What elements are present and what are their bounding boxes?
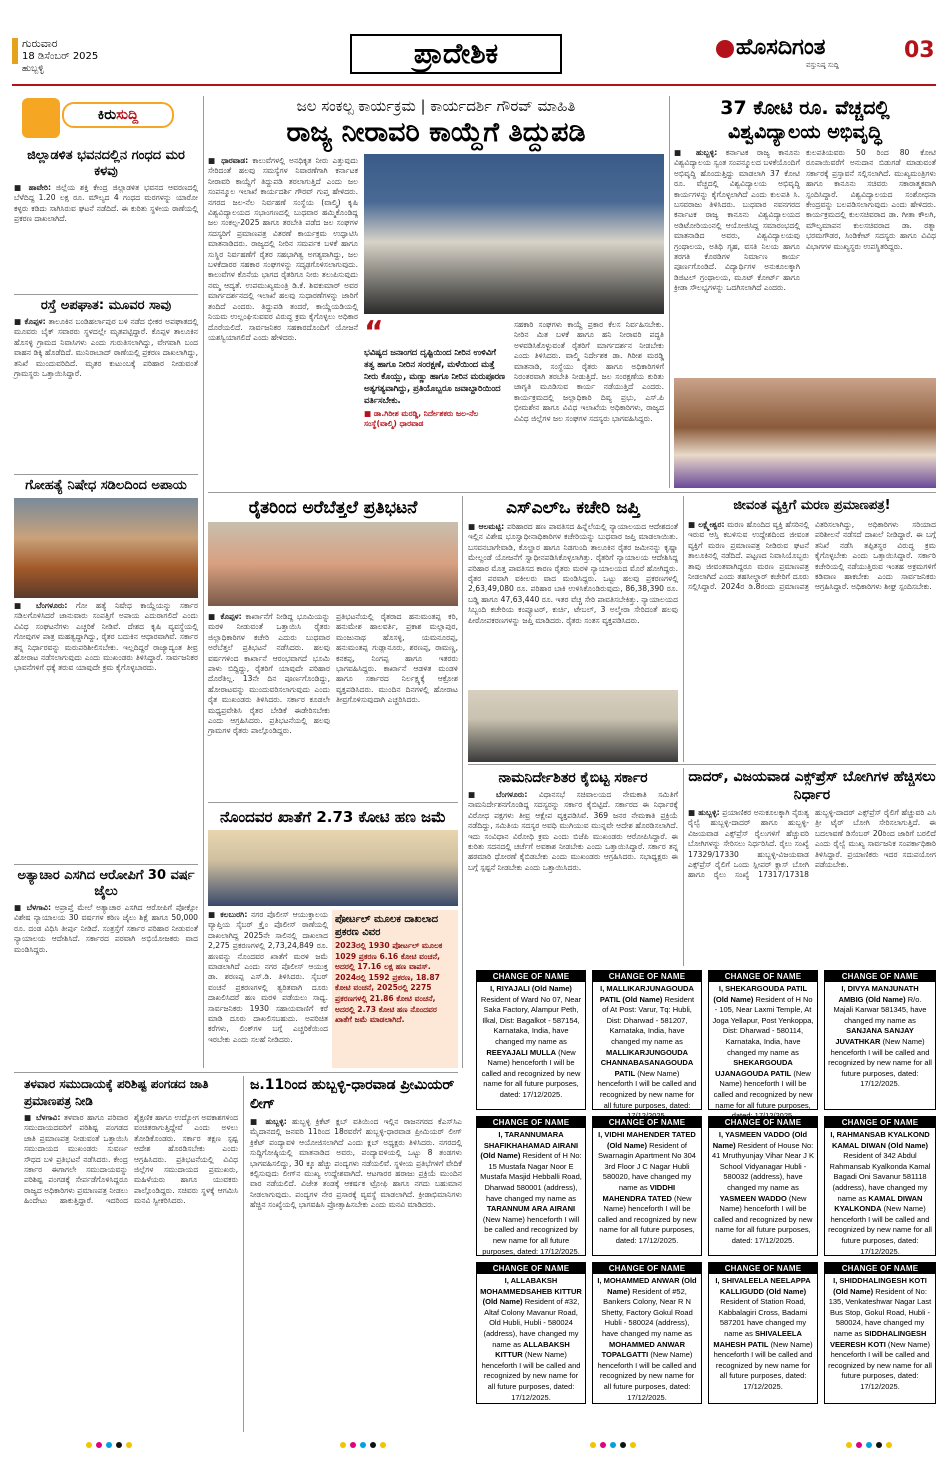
nodavara-text: ನಗರ ಪೊಲೀಸ್ ಆಯುಕ್ತಾಲಯ ವ್ಯಾಪ್ತಿಯ ಸೈಬರ್ ಕ್ರೈಂ ಪೊಲೀಸ್ ಠಾಣೆಯಲ್ಲಿ ದಾಖಲಾಗಿದ್ದ 2025ನೇ ಸಾಲಿನಲ್ಲಿ ದಾಖಲಾದ 2,275 ಪ್ರಕರಣಗಳಲ್ಲಿ 2,73,24,849 ರೂ. ಹಣವನ್ನು ನೊಂದವರ ಖಾತೆಗೆ ಮರಳಿ ಜಮೆ ಮಾಡಲಾಗಿದೆ ಎಂದು ನಗರ ಪೊಲೀಸ್ ಆಯುಕ್ತ ಡಾ. ಶರಣಪ್ಪ ಎಸ್.ಡಿ. ತಿಳಿಸಿದರು. ಸೈಬರ್ ವಂಚನೆ ಪ್ರಕರಣಗಳಲ್ಲಿ ತ್ವರಿತವಾಗಿ ದೂರು ದಾಖಲಿಸಿದರೆ ಹಣ ಮರಳಿ ಪಡೆಯಲು ಸಾಧ್ಯ. ಸಾರ್ವಜನಿಕರು 1930 ಸಹಾಯವಾಣಿಗೆ ಕರೆ ಮಾಡಿ ದೂರು ದಾಖಲಿಸಬಹುದು. ಅಪರಿಚಿತ ಕರೆಗಳು, ಲಿಂಕ್‌ಗಳ ಬಗ್ಗೆ ಎಚ್ಚರಿಕೆಯಿಂದ ಇರಬೇಕು ಎಂದು ಸಲಹೆ ನೀಡಿದರು. <box>208 910 328 1044</box>
lead-text: ಕಾಲುವೆಗಳಲ್ಲಿ ಅನಧಿಕೃತ ನೀರು ಎತ್ತುವುದು ಸೇರಿದಂತೆ ಹಲವು ಸಮಸ್ಯೆಗಳ ನಿವಾರಣೆಗಾಗಿ ಕರ್ನಾಟಕ ನೀರಾವರಿ ಕಾಯ್ದೆಗೆ ತಿದ್ದುಪಡಿ ತರಲಾಗುತ್ತಿದೆ ಎಂದು ಜಲ ಸಂಪನ್ಮೂಲ ಇಲಾಖೆ ಕಾರ್ಯದರ್ಶಿ ಗೌರವ್ ಗುಪ್ತ ಹೇಳಿದರು. ನಗರದ ಜಲ-ನೆಲ ನಿರ್ವಹಣೆ ಸಂಸ್ಥೆಯ (ವಾಲ್ಮಿ) ಕೃಷಿ ವಿಶ್ವವಿದ್ಯಾಲಯದ ಸಭಾಂಗಣದಲ್ಲಿ ಬುಧವಾರ ಹಮ್ಮಿಕೊಂಡಿದ್ದ ಜಲ ಸಂಕಲ್ಪ-2025 ಹಾಗೂ ತರಬೇತಿ ಪಡೆದ ಜಲ ಸಂಘಗಳ ಸದಸ್ಯರಿಗೆ ಪ್ರಮಾಣಪತ್ರ ವಿತರಣೆ ಕಾರ್ಯಕ್ರಮ ಉದ್ಘಾಟಿಸಿ ಮಾತನಾಡಿದರು. ರಾಜ್ಯದಲ್ಲಿ ನೀರಿನ ಸಮರ್ಪಕ ಬಳಕೆ ಹಾಗೂ ಸುಸ್ಥಿರ ನಿರ್ವಹಣೆಗೆ ರೈತರ ಸಹಭಾಗಿತ್ವ ಅಗತ್ಯವಾಗಿದ್ದು, ಜಲ ಬಳಕೆದಾರರ ಸಹಕಾರ ಸಂಘಗಳನ್ನು ಸದೃಢಗೊಳಿಸಲಾಗುವುದು. ಕಾಲುವೆಗಳ ಕೊನೆಯ ಭಾಗದ ರೈತರಿಗೂ ನೀರು ತಲುಪಿಸುವುದು ನಮ್ಮ ಆದ್ಯತೆ. ಉಪಮುಖ್ಯಮಂತ್ರಿ ಡಿ.ಕೆ. ಶಿವಕುಮಾರ್ ಅವರ ಮಾರ್ಗದರ್ಶನದಲ್ಲಿ ಇಲಾಖೆ ಹಲವು ಸುಧಾರಣೆಗಳನ್ನು ಜಾರಿಗೆ ತಂದಿದೆ ಎಂದರು. ತಿದ್ದುಪಡಿ ತಂದರೆ, ಕಾಯ್ದೆಯಡಿಯಲ್ಲಿ ನಿಯಮ ಉಲ್ಲಂಘಿಸುವವರ ವಿರುದ್ಧ ಕ್ರಮ ಕೈಗೊಳ್ಳಲು ಅಧಿಕಾರ ದೊರೆಯಲಿದೆ. ಸಾರ್ವಜನಿಕರ ಸಹಕಾರದೊಂದಿಗೆ ಯೋಜನೆ ಯಶಸ್ವಿಯಾಗಲಿದೆ ಎಂದು ಹೇಳಿದರು. <box>208 156 358 342</box>
lead-quote-box <box>364 315 508 486</box>
lead-quote: ಭವಿಷ್ಯದ ಜನಾಂಗದ ದೃಷ್ಟಿಯಿಂದ ನೀರಿನ ಉಳಿವಿಗೆ ತತ್ವ ಹಾಗೂ ನೀರಿನ ಸಂರಕ್ಷಣೆ, ಮಳೆಯಿಂದ ಮತ್ತೆ ನೀರು ಕೊಯ್ಲು, ಮಣ್ಣು ಹಾಗೂ ನೀರಿನ ಮರುಪೂರಣ ಅತ್ಯಗತ್ಯವಾಗಿದ್ದು, ಪ್ರತಿಯೊಬ್ಬರೂ ಜವಾಬ್ದಾರಿಯಿಂದ ವರ್ತಿಸಬೇಕು. <box>364 347 505 405</box>
brief-divider <box>14 294 198 295</box>
header-day: ಗುರುವಾರ <box>22 37 58 50</box>
talavar-body <box>24 1113 238 1431</box>
brief-body <box>14 183 198 291</box>
univ-story <box>674 96 936 488</box>
header-city: ಹುಬ್ಬಳ್ಳಿ <box>22 64 44 74</box>
masthead <box>0 0 945 92</box>
dadar-headline: ದಾದರ್, ವಿಜಯವಾಡ ಎಕ್ಸ್‌ಪ್ರೆಸ್ ಬೋಗಿಗಳ ಹೆಚ್ಚಿಸಲು ನಿರ್ಧಾರ <box>688 769 936 803</box>
nominated-story <box>468 768 678 966</box>
registration-marks <box>86 1442 132 1448</box>
dadar-story <box>688 768 936 966</box>
notice-title: CHANGE OF NAME <box>709 1263 817 1274</box>
notice-title: CHANGE OF NAME <box>477 971 585 982</box>
talavar-dateline: ■ ಬೆಳಗಾವಿ: <box>24 1113 61 1122</box>
nominated-headline: ನಾಮನಿರ್ದೇಶಿತರ ಕೈಬಿಟ್ಟ ಸರ್ಕಾರ <box>498 770 648 786</box>
raitha-dateline: ■ ಕೊಪ್ಪಳ: <box>208 612 242 621</box>
kirusuddi-label-a: ಕಿರು <box>97 107 117 123</box>
nodavara-photo <box>208 830 458 906</box>
univ-dateline: ■ ಹುಬ್ಬಳ್ಳಿ: <box>674 148 718 157</box>
lead-photo <box>364 154 664 314</box>
sll-story <box>468 496 678 762</box>
page-number: 03 <box>904 38 935 63</box>
univ-body <box>674 148 800 372</box>
notice-body: I, SHEKARGOUDA PATIL (Old Name) Resident of H No - 105, Near Laxmi Temple, At Joga Yellapur, Post Yenkoppa, Dist: Dharwad - 580114, Karnataka, India, have changed my name as SHEKARGOUDA UJANAGOUDA PATIL (New Name) henceforth I will be called and recognized by new name for all future purposes, <box>712 984 814 1110</box>
brief-title: ಗೋಹತ್ಯೆ ನಿಷೇಧ ಸಡಿಲದಿಂದ ಅಪಾಯ <box>25 478 187 493</box>
brief-text: ಜಿಲ್ಲೆಯ ಶಕ್ತಿ ಕೇಂದ್ರ ಜಿಲ್ಲಾಡಳಿತ ಭವನದ ಆವರಣದಲ್ಲಿ ಬೆಳೆದಿದ್ದ 1.20 ಲಕ್ಷ ರೂ. ಮೌಲ್ಯದ 4 ಗಂಧದ ಮರಗಳನ್ನು ಯಾರೋ ಕಳ್ಳರು ಕಡಿದು ಸಾಗಿಸಿರುವ ಘಟನೆ ನಡೆದಿದೆ. ಈ ಕುರಿತು ಸ್ಥಳೀಯ ಠಾಣೆಯಲ್ಲಿ ಪ್ರಕರಣ ದಾಖಲಾಗಿದೆ. <box>14 183 198 224</box>
sll-text: ಪರಿಹಾರದ ಹಣ ಪಾವತಿಸದ ಹಿನ್ನೆಲೆಯಲ್ಲಿ ನ್ಯಾಯಾಲಯದ ಆದೇಶದಂತೆ ಇಲ್ಲಿನ ವಿಶೇಷ ಭೂಸ್ವಾಧೀನಾಧಿಕಾರಿಗಳ ಕಚೇರಿಯನ್ನು ಬುಧವಾರ ಜಪ್ತಿ ಮಾಡಲಾಯಿತು. ಬಸವನಬಾಗೇವಾಡಿ, ಕೊಲ್ಹಾರ ಹಾಗೂ ನಿಡಗುಂದಿ ತಾಲೂಕಿನ ರೈತರ ಜಮೀನನ್ನು ಕೃಷ್ಣಾ ಮೇಲ್ದಂಡೆ ಯೋಜನೆಗೆ ಸ್ವಾಧೀನಪಡಿಸಿಕೊಳ್ಳಲಾಗಿತ್ತು. ರೈತರಿಗೆ ನ್ಯಾಯಾಲಯ ಆದೇಶಿಸಿದ್ದ ಪರಿಹಾರ ಮೊತ್ತ ಪಾವತಿಸದ ಕಾರಣ ರೈತರು ಮರಳಿ ನ್ಯಾಯಾಲಯದ ಮೊರೆ ಹೋಗಿದ್ದರು. ರೈತರ ಪರವಾಗಿ ವಕೀಲರು ವಾದ ಮಂಡಿಸಿದ್ದರು. ಒಟ್ಟು ಹಲವು ಪ್ರಕರಣಗಳಲ್ಲಿ 2,63,49,080 ರೂ. ಪರಿಹಾರ ಬಾಕಿ ಉಳಿಸಿಕೊಂಡಿರುವುದು, 86,38,390 ರೂ. ಬಡ್ಡಿ ಹಾಗೂ 47,63,440 ರೂ. ಇತರ ವೆಚ್ಚ ಸೇರಿ ಪಾವತಿಸಬೇಕಿತ್ತು. ನ್ಯಾಯಾಲಯದ ಸಿಬ್ಬಂದಿ ಕಚೇರಿಯ ಕಂಪ್ಯೂಟರ್, ಕುರ್ಚಿ, ಟೇಬಲ್, 3 ಅಲ್ಮೇರಾ ಸೇರಿದಂತೆ ಹಲವು ಪೀಠೋಪಕರಣಗಳನ್ನು ಜಪ್ತಿ ಮಾಡಿದರು. ರೈತರು ಸಂತಸ ವ್ಯಕ್ತಪಡಿಸಿದರು. <box>468 522 679 625</box>
notice-title: CHANGE OF NAME <box>593 1263 701 1274</box>
kirusuddi-hand-icon <box>22 98 60 138</box>
column-divider <box>462 496 463 1068</box>
lead-story <box>208 96 664 488</box>
notice-body: I, RIYAJALI (Old Name) Resident of Ward No 07, Near Saka Factory, Alampur Peth, Ilkal, Dist: Bagalkot - 587154, Karnataka, India, have changed my name as REEYAJALI MULLA (New Name) henceforth I will be called and recognized by new name for all future purposes, dated: 17/12/2025. <box>480 984 582 1099</box>
sll-body <box>468 522 678 686</box>
raitha-body-2: ಪ್ರತಿಭಟನೆಯಲ್ಲಿ ರೈತರಾದ ಹನುಮಂತಪ್ಪ ಕರಿ, ಹನುಮೇಶ ಹಾಲವರ್ತಿ, ಪ್ರಕಾಶ ಮಲ್ಲಾಪುರ, ಮಂಜುನಾಥ ಹೊಸಳ್ಳಿ, ಯಮನೂರಪ್ಪ, ಹನುಮಂತಪ್ಪ ಗುಡ್ಲಾನೂರು, ಶರಣಪ್ಪ, ರಾಮಣ್ಣ, ಕನಕಪ್ಪ, ನಿಂಗಪ್ಪ ಹಾಗೂ ಇತರರು ಭಾಗವಹಿಸಿದ್ದರು. ಕಾರ್ಖಾನೆ ಆಡಳಿತ ಮಂಡಳಿ ಹಾಗೂ ಸರ್ಕಾರದ ನಿರ್ಲಕ್ಷ್ಯಕ್ಕೆ ಆಕ್ರೋಶ ವ್ಯಕ್ತಪಡಿಸಿದರು. ಮುಂದಿನ ದಿನಗಳಲ್ಲಿ ಹೋರಾಟ ತೀವ್ರಗೊಳಿಸುವುದಾಗಿ ಎಚ್ಚರಿಸಿದರು. <box>336 612 458 705</box>
portal-box <box>332 910 458 1068</box>
notice-title: CHANGE OF NAME <box>825 971 935 982</box>
raitha-text: ಕಾರ್ಖಾನೆಗೆ ನೀಡಿದ್ದ ಭೂಮಿಯನ್ನು ಮರಳಿ ನೀಡುವಂತೆ ಒತ್ತಾಯಿಸಿ ರೈತರು ಜಿಲ್ಲಾಧಿಕಾರಿಗಳ ಕಚೇರಿ ಎದುರು ಬುಧವಾರ ಅರೆಬೆತ್ತಲೆ ಪ್ರತಿಭಟನೆ ನಡೆಸಿದರು. ಹಲವು ವರ್ಷಗಳಿಂದ ಕಾರ್ಖಾನೆ ಆರಂಭವಾಗದೆ ಭೂಮಿ ಪಾಳು ಬಿದ್ದಿದ್ದು, ರೈತರಿಗೆ ಯಾವುದೇ ಪರಿಹಾರ ದೊರೆತಿಲ್ಲ. 13ನೇ ದಿನ ಪೂರ್ಣಗೊಂಡಿದ್ದು, ಹೋರಾಟವನ್ನು ಮುಂದುವರಿಸಲಾಗುವುದು ಎಂದು ರೈತ ಮುಖಂಡರು ತಿಳಿಸಿದರು. ಸರ್ಕಾರ ಕೂಡಲೇ ಮಧ್ಯಪ್ರವೇಶಿಸಿ ರೈತರ ಬೇಡಿಕೆ ಈಡೇರಿಸಬೇಕು ಎಂದು ಆಗ್ರಹಿಸಿದರು. ಪ್ರತಿಭಟನೆಯಲ್ಲಿ ಹಲವು ಗ್ರಾಮಗಳ ರೈತರು ಪಾಲ್ಗೊಂಡಿದ್ದರು. <box>208 612 330 736</box>
quote-mark-icon: “ <box>364 315 384 350</box>
name-change-notice <box>476 1116 586 1256</box>
lead-headline: ರಾಜ್ಯ ನೀರಾವರಿ ಕಾಯ್ದೆಗೆ ತಿದ್ದುಪಡಿ <box>286 117 586 148</box>
brief-text: ತಾಲೂಕಿನ ಬಂಡಿಹರ್ಲಾಪುರ ಬಳಿ ನಡೆದ ಭೀಕರ ಅಪಘಾತದಲ್ಲಿ ಮೂವರು ಬೈಕ್ ಸವಾರರು ಸ್ಥಳದಲ್ಲೇ ಮೃತಪಟ್ಟಿದ್ದಾರೆ. ಕೊಪ್ಪಳ ತಾಲೂಕಿನ ಹೊಸಳ್ಳಿ ಗ್ರಾಮದ ನಿವಾಸಿಗಳು ಎಂದು ಗುರುತಿಸಲಾಗಿದ್ದು, ವೇಗವಾಗಿ ಬಂದ ವಾಹನ ಡಿಕ್ಕಿ ಹೊಡೆದಿದೆ. ಮುನಿರಾಬಾದ್ ಠಾಣೆಯಲ್ಲಿ ಪ್ರಕರಣ ದಾಖಲಾಗಿದ್ದು, ತನಿಖೆ ಮುಂದುವರಿದಿದೆ. ಮೃತರ ಕುಟುಂಬಕ್ಕೆ ಪರಿಹಾರ ನೀಡುವಂತೆ ಗ್ರಾಮಸ್ಥರು ಒತ್ತಾಯಿಸಿದ್ದಾರೆ. <box>14 317 198 379</box>
brief-dateline: ■ ಕೊಪ್ಪಳ: <box>14 317 46 326</box>
brand-name: ಹೊಸದಿಗಂತ <box>736 35 826 60</box>
name-change-notice <box>824 1116 936 1256</box>
notice-title: CHANGE OF NAME <box>709 971 817 982</box>
nominated-body <box>468 790 678 966</box>
notice-body: I, SHIVALEELA NEELAPPA KALLIGUDD (Old Name) Resident of Station Road, Kabbalagiri Cross, Badami 587201 have changed my name as SHIVALEELA MAHESH PATIL (New Name) henceforth I will be called and recognized by new name for all future purposes, dated: 17/12/2025. <box>713 1276 813 1391</box>
notice-body: I, TARANNUMARA SHAFIKHAHAMAD AIRANI (Old Name) Resident of H No: 15 Mustafa Nagar Noor E Mustafa Masjid Hebballi Road, Dharwad 580001 (address), have changed my name as TARANNUM ARA AIRANI (New Name) henceforth I will be called and recognized by new name for all future purposes, dated: 17/12/2025. <box>480 1130 582 1256</box>
notice-title: CHANGE OF NAME <box>477 1117 585 1128</box>
univ-photo <box>674 378 936 488</box>
kirusuddi-label-b: ಸುದ್ದಿ <box>116 107 139 123</box>
brief-title: ರಸ್ತೆ ಅಪಘಾತ: ಮೂವರ ಸಾವು <box>40 298 172 313</box>
kirusuddi-label-box <box>62 102 174 128</box>
premier-dateline: ■ ಹುಬ್ಬಳ್ಳಿ: <box>250 1117 287 1126</box>
column-divider <box>669 96 670 488</box>
raitha-photo <box>208 522 458 606</box>
lead-kicker: ಜಲ ಸಂಕಲ್ಪ ಕಾರ್ಯಕ್ರಮ | ಕಾರ್ಯದರ್ಶಿ ಗೌರವ್ ಮಾಹಿತಿ <box>296 97 576 115</box>
column-divider <box>683 496 684 762</box>
section-title-box <box>350 34 562 74</box>
column-divider <box>683 768 684 966</box>
name-change-notice <box>824 1262 936 1404</box>
notice-title: CHANGE OF NAME <box>593 1117 701 1128</box>
sll-dateline: ■ ಆಲಮಟ್ಟಿ: <box>468 522 505 531</box>
brief-photo-protest <box>14 498 198 598</box>
name-change-notice <box>476 1262 586 1404</box>
dadar-text: ಪ್ರಯಾಣಿಕರ ಅನುಕೂಲಕ್ಕಾಗಿ ನೈರುತ್ಯ ರೈಲ್ವೆ ಹುಬ್ಬಳ್ಳಿ-ದಾದರ್ ಹಾಗೂ ಹುಬ್ಬಳ್ಳಿ-ವಿಜಯವಾಡ ಎಕ್ಸ್‌ಪ್ರೆಸ್ ರೈಲುಗಳಿಗೆ ಹೆಚ್ಚುವರಿ ಬೋಗಿಗಳನ್ನು ಸೇರಿಸಲು ನಿರ್ಧರಿಸಿದೆ. ರೈಲು ಸಂಖ್ಯೆ 17329/17330 ಹುಬ್ಬಳ್ಳಿ-ವಿಜಯವಾಡ ಎಕ್ಸ್‌ಪ್ರೆಸ್ ರೈಲಿಗೆ ಒಂದು ಸ್ಲೀಪರ್ ಕ್ಲಾಸ್ ಬೋಗಿ ಹಾಗೂ ರೈಲು ಸಂಖ್ಯೆ 17317/17318 ಹುಬ್ಬಳ್ಳಿ-ದಾದರ್ ಎಕ್ಸ್‌ಪ್ರೆಸ್ ರೈಲಿಗೆ ಹೆಚ್ಚುವರಿ ಎಸಿ ತ್ರೀ ಟೈರ್ ಬೋಗಿ ಸೇರಿಸಲಾಗುತ್ತಿದೆ. ಈ ಬದಲಾವಣೆ ಡಿಸೆಂಬರ್ 20ರಿಂದ ಜಾರಿಗೆ ಬರಲಿದೆ ಎಂದು ರೈಲ್ವೆ ಮುಖ್ಯ ಸಾರ್ವಜನಿಕ ಸಂಪರ್ಕಾಧಿಕಾರಿ ತಿಳಿಸಿದ್ದಾರೆ. ಪ್ರಯಾಣಿಕರು ಇದರ ಸದುಪಯೋಗ ಪಡೆಯಬೇಕು. <box>688 808 936 880</box>
brand-logo-icon <box>716 40 734 58</box>
nominated-text: ವಿಧಾನಸಭೆ ಸಚಿವಾಲಯದ ನೇಮಕಾತಿ ಸಮಿತಿಗೆ ನಾಮನಿರ್ದೇಶನಗೊಂಡಿದ್ದ ಸದಸ್ಯರನ್ನು ಸರ್ಕಾರ ಕೈಬಿಟ್ಟಿದೆ. ಸರ್ಕಾರದ ಈ ನಿರ್ಧಾರಕ್ಕೆ ವಿರೋಧ ಪಕ್ಷಗಳು ತೀವ್ರ ಆಕ್ಷೇಪ ವ್ಯಕ್ತಪಡಿಸಿವೆ. 369 ಜನರ ನೇಮಕಾತಿ ಪ್ರಕ್ರಿಯೆ ನಡೆದಿದ್ದು, ಸಮಿತಿಯ ಸದಸ್ಯರ ಅವಧಿ ಮುಗಿಯುವ ಮುನ್ನವೇ ಆದೇಶ ಹೊರಡಿಸಲಾಗಿದೆ. ಇದು ಸಂವಿಧಾನ ವಿರೋಧಿ ಕ್ರಮ ಎಂದು ಬಿಜೆಪಿ ಮುಖಂಡರು ಆರೋಪಿಸಿದ್ದಾರೆ. ಈ ಕುರಿತು ಸದನದಲ್ಲಿ ಚರ್ಚೆಗೆ ಅವಕಾಶ ನೀಡಬೇಕು ಎಂದು ಒತ್ತಾಯಿಸಿದ್ದಾರೆ. ಸರ್ಕಾರ ತನ್ನ ಹಠಮಾರಿ ಧೋರಣೆ ಕೈಬಿಡಬೇಕು ಎಂದು ಮುಖಂಡರು ಆಗ್ರಹಿಸಿದರು. ಸಭಾಧ್ಯಕ್ಷರು ಈ ಬಗ್ಗೆ ಸ್ಪಷ್ಟನೆ ನೀಡಬೇಕು ಎಂದು ಒತ್ತಾಯಿಸಿದರು. <box>468 790 679 872</box>
notice-body: I, VIDHI MAHENDER TATED (Old Name) Resident of Swarnagin Apartment No 304 3rd Floor J C Nagar Hubli 580020, have changed my name as VIDDHI MAHENDRA TATED (New Name) henceforth I will be called and recognized by new name for all future purposes, dated: 17/12/2025. <box>597 1130 697 1245</box>
header-rule <box>12 84 936 86</box>
univ-headline: 37 ಕೋಟಿ ರೂ. ವೆಚ್ಚದಲ್ಲಿ ವಿಶ್ವವಿದ್ಯಾಲಯ ಅಭಿವೃದ್ಧಿ <box>720 97 890 143</box>
registration-marks <box>846 1442 892 1448</box>
section-divider <box>468 764 936 765</box>
notice-title: CHANGE OF NAME <box>825 1117 935 1128</box>
notice-body: I, YASMEEN VADDO (Old Name) Resident of House No: 41 Mruthyunjay Vihar Near J K School Vidyanagar Hubli - 580032 (address), have changed my name as YASMEEN WADDO (New Name) henceforth I will be called and recognized by new name for all future purposes, dated: 17/12/2025. <box>712 1130 814 1245</box>
brief-dateline: ■ ಹಾವೇರಿ: <box>14 183 52 192</box>
section-divider <box>208 802 458 803</box>
premier-story <box>250 1076 462 1432</box>
sll-headline: ಎಸ್‌ಎಲ್‌ಒ ಕಚೇರಿ ಜಪ್ತಿ <box>506 498 640 518</box>
raitha-headline: ರೈತರಿಂದ ಅರೆಬೆತ್ತಲೆ ಪ್ರತಿಭಟನೆ <box>248 498 418 518</box>
lead-dateline: ■ ಧಾರವಾಡ: <box>208 156 249 165</box>
brief-text: ಅಪ್ರಾಪ್ತೆ ಮೇಲೆ ಅತ್ಯಾಚಾರ ಎಸಗಿದ ಆರೋಪಿಗೆ ಪೋಕ್ಸೋ ವಿಶೇಷ ನ್ಯಾಯಾಲಯ 30 ವರ್ಷಗಳ ಕಠಿಣ ಜೈಲು ಶಿಕ್ಷೆ ಹಾಗೂ 50,000 ರೂ. ದಂಡ ವಿಧಿಸಿ ತೀರ್ಪು ನೀಡಿದೆ. ಸಂತ್ರಸ್ತೆಗೆ ಸರ್ಕಾರ ಪರಿಹಾರ ನೀಡುವಂತೆ ನ್ಯಾಯಾಲಯ ಆದೇಶಿಸಿದೆ. ಸರ್ಕಾರದ ಪರವಾಗಿ ಅಭಿಯೋಜಕರು ವಾದ ಮಂಡಿಸಿದ್ದರು. <box>14 903 198 954</box>
name-change-notice <box>708 1262 818 1404</box>
registration-marks <box>590 1442 636 1448</box>
section-divider <box>208 492 936 493</box>
jeevanta-text: ಮರಣ ಹೊಂದಿದ ವ್ಯಕ್ತಿ ಹೆಸರಿನಲ್ಲಿ ಇರುವ ಆಸ್ತಿ ಕಬಳಿಸುವ ಉದ್ದೇಶದಿಂದ ಜೀವಂತ ವ್ಯಕ್ತಿಗೆ ಮರಣ ಪ್ರಮಾಣಪತ್ರ ನೀಡಿರುವ ಘಟನೆ ತಾಲೂಕಿನಲ್ಲಿ ನಡೆದಿದೆ. ಪಟ್ಟಣದ ನಿವಾಸಿಯೊಬ್ಬರು ತಾವು ಜೀವಂತವಾಗಿದ್ದರೂ ಮರಣ ಪ್ರಮಾಣಪತ್ರ ನೀಡಲಾಗಿದೆ ಎಂದು ತಹಸೀಲ್ದಾರ್ ಕಚೇರಿಗೆ ದೂರು ಸಲ್ಲಿಸಿದ್ದಾರೆ. 2024ರ ಡಿ.8ರಂದು ಪ್ರಮಾಣಪತ್ರ ವಿತರಿಸಲಾಗಿದ್ದು, ಅಧಿಕಾರಿಗಳು ಸರಿಯಾದ ಪರಿಶೀಲನೆ ನಡೆಸದೆ ದಾಖಲೆ ನೀಡಿದ್ದಾರೆ. ಈ ಬಗ್ಗೆ ತನಿಖೆ ನಡೆಸಿ ತಪ್ಪಿತಸ್ಥರ ವಿರುದ್ಧ ಕ್ರಮ ಕೈಗೊಳ್ಳಬೇಕು ಎಂದು ಒತ್ತಾಯಿಸಿದ್ದಾರೆ. ಸರ್ಕಾರಿ ಕಚೇರಿಯಲ್ಲಿ ನಡೆಯುತ್ತಿರುವ ಇಂತಹ ಅಕ್ರಮಗಳಿಗೆ ಕಡಿವಾಣ ಹಾಕಬೇಕು ಎಂದು ಸಾರ್ವಜನಿಕರು ಆಗ್ರಹಿಸಿದ್ದಾರೆ. ಅಧಿಕಾರಿಗಳು ಶೀಘ್ರ ಸ್ಪಂದಿಸಬೇಕು. <box>688 520 936 592</box>
notices-grid <box>476 970 936 1430</box>
talavar-story <box>24 1076 238 1432</box>
name-change-notice <box>592 1116 702 1256</box>
lead-quote-by: ■ ಡಾ.ಗಿರೀಶ ಮರಡ್ಡಿ, ನಿರ್ದೇಶಕರು ಜಲ-ನೆಲ ಸಂಸ್ಥೆ(ವಾಲ್ಮಿ) ಧಾರವಾಡ <box>364 409 479 428</box>
portal-title: ಪೋರ್ಟಲ್ ಮೂಲಕ ದಾಖಲಾದ ಪ್ರಕರಣ ವಿವರ <box>335 914 439 938</box>
brief-item <box>14 478 198 861</box>
nominated-dateline: ■ ಬೆಂಗಳೂರು: <box>468 790 528 799</box>
name-change-notice <box>592 1262 702 1404</box>
name-change-notice <box>708 970 818 1110</box>
name-change-notice <box>824 970 936 1110</box>
column-divider <box>203 96 204 1068</box>
brand-block <box>706 34 936 78</box>
brief-body <box>14 317 198 471</box>
name-change-notice <box>592 970 702 1110</box>
brief-body <box>14 903 198 1079</box>
brief-item <box>14 868 198 1079</box>
jeevanta-dateline: ■ ಲಕ್ಷ್ಮೇಶ್ವರ: <box>688 520 725 529</box>
notice-title: CHANGE OF NAME <box>709 1117 817 1128</box>
premier-headline: ಜ.11ರಿಂದ ಹುಬ್ಬಳ್ಳಿ-ಧಾರವಾಡ ಪ್ರೀಮಿಯರ್ ಲೀಗ್ <box>250 1077 455 1112</box>
jeevanta-body <box>688 520 936 762</box>
column-divider <box>243 1076 244 1432</box>
dadar-dateline: ■ ಹುಬ್ಬಳ್ಳಿ: <box>688 808 720 817</box>
notice-title: CHANGE OF NAME <box>477 1263 585 1274</box>
talavar-text: ತಳವಾರ ಹಾಗೂ ಪರಿವಾರ ಸಮುದಾಯದವರಿಗೆ ಪರಿಶಿಷ್ಟ ಪಂಗಡದ ಜಾತಿ ಪ್ರಮಾಣಪತ್ರ ನೀಡುವಂತೆ ಒತ್ತಾಯಿಸಿ ಸಮುದಾಯದ ಮುಖಂಡರು ಸುವರ್ಣ ಸೌಧದ ಬಳಿ ಪ್ರತಿಭಟನೆ ನಡೆಸಿದರು. ಕೇಂದ್ರ ಸರ್ಕಾರ ಈಗಾಗಲೇ ಸಮುದಾಯವನ್ನು ಪರಿಶಿಷ್ಟ ಪಂಗಡಕ್ಕೆ ಸೇರ್ಪಡೆಗೊಳಿಸಿದ್ದರೂ ರಾಜ್ಯದ ಅಧಿಕಾರಿಗಳು ಪ್ರಮಾಣಪತ್ರ ನೀಡಲು ಹಿಂದೇಟು ಹಾಕುತ್ತಿದ್ದಾರೆ. ಇದರಿಂದ ಶೈಕ್ಷಣಿಕ ಹಾಗೂ ಉದ್ಯೋಗ ಅವಕಾಶಗಳಿಂದ ವಂಚಿತರಾಗುತ್ತಿದ್ದೇವೆ ಎಂದು ಅಳಲು ತೋಡಿಕೊಂಡರು. ಸರ್ಕಾರ ತಕ್ಷಣ ಸ್ಪಷ್ಟ ಆದೇಶ ಹೊರಡಿಸಬೇಕು ಎಂದು ಆಗ್ರಹಿಸಿದರು. ಪ್ರತಿಭಟನೆಯಲ್ಲಿ ವಿವಿಧ ಜಿಲ್ಲೆಗಳ ಸಮುದಾಯದ ಪ್ರಮುಖರು, ಮಹಿಳೆಯರು ಹಾಗೂ ಯುವಕರು ಪಾಲ್ಗೊಂಡಿದ್ದರು. ಸಚಿವರು ಸ್ಥಳಕ್ಕೆ ಆಗಮಿಸಿ ಮನವಿ ಸ್ವೀಕರಿಸಿದರು. <box>24 1113 238 1206</box>
sll-photo <box>468 690 678 762</box>
name-change-notice <box>708 1116 818 1256</box>
lead-body <box>208 156 358 486</box>
notice-body: I, ALLABAKSH MOHAMMEDSAHEB KITTUR (Old Name) Resident of #32, Altaf Colony Mavanur Road, Old Hubli, Hubli - 580024 (address), have changed my name as ALLABAKSH KITTUR (New Name) henceforth I will be called and recognized by new name for all future purposes, dated: 17/12/2025. <box>480 1276 582 1402</box>
univ-text: ಕರ್ನಾಟಕ ರಾಜ್ಯ ಕಾನೂನು ವಿಶ್ವವಿದ್ಯಾಲಯ ಸ್ವಂತ ಸಂಪನ್ಮೂಲದ ಬಳಕೆಯೊಂದಿಗೆ ಅಭಿವೃದ್ಧಿ ಹೊಂದುತ್ತಿದ್ದು ಮಾಡಲಾಗಿ 37 ಕೋಟಿ ರೂ. ವೆಚ್ಚದಲ್ಲಿ ವಿಶ್ವವಿದ್ಯಾಲಯ ಅಭಿವೃದ್ಧಿ ಕಾರ್ಯಗಳನ್ನು ಕೈಗೊಳ್ಳಲಾಗಿದೆ ಎಂದು ಕುಲಪತಿ ಸಿ. ಬಸವರಾಜು ತಿಳಿಸಿದರು. ಬುಧವಾರ ನವನಗರದ ಕರ್ನಾಟಕ ರಾಜ್ಯ ಕಾನೂನು ವಿಶ್ವವಿದ್ಯಾಲಯದ ಅಡಿಟೋರಿಯಂನಲ್ಲಿ ಆಯೋಜಿಸಿದ್ದ ಸಮಾರಂಭದಲ್ಲಿ ಮಾತನಾಡಿದ ಅವರು, ವಿಶ್ವವಿದ್ಯಾಲಯವು ಗ್ರಂಥಾಲಯ, ಅತಿಥಿ ಗೃಹ, ವಸತಿ ನಿಲಯ ಹಾಗೂ ತರಗತಿ ಕೊಠಡಿಗಳ ನಿರ್ಮಾಣ ಕಾರ್ಯ ಪೂರ್ಣಗೊಂಡಿದೆ. ವಿದ್ಯಾರ್ಥಿಗಳ ಅನುಕೂಲಕ್ಕಾಗಿ ಡಿಜಿಟಲ್ ಗ್ರಂಥಾಲಯ, ಮೂಟ್ ಕೋರ್ಟ್ ಹಾಗೂ ಕ್ರೀಡಾ ಸೌಲಭ್ಯಗಳನ್ನು ಒದಗಿಸಲಾಗಿದೆ ಎಂದರು. <box>674 148 800 293</box>
section-title: ಪ್ರಾದೇಶಿಕ <box>413 37 499 70</box>
nodavara-headline: ನೊಂದವರ ಖಾತೆಗೆ 2.73 ಕೋಟಿ ಹಣ ಜಮೆ <box>219 808 447 826</box>
nodavara-story <box>208 806 458 1068</box>
notice-body: I, MOHAMMED ANWAR (Old Name) Resident of #52, Bankers Colony, Near R N Shetty, Factory Gokul Road Hubli - 580024 (address), have changed my name as MOHAMMED ANWAR TOPALGATTI (New Name) henceforth I will be called and recognized by new name for all future purposes, dated: 17/12/2025. <box>597 1276 697 1402</box>
brief-title: ಅತ್ಯಾಚಾರ ಎಸಗಿದ ಆರೋಪಿಗೆ 30 ವರ್ಷ ಜೈಲು <box>17 868 195 899</box>
brief-dateline: ■ ಬೆಳಗಾವಿ: <box>14 903 51 912</box>
notice-title: CHANGE OF NAME <box>593 971 701 982</box>
brief-text: ಗೋ ಹತ್ಯೆ ನಿಷೇಧ ಕಾಯ್ದೆಯನ್ನು ಸರ್ಕಾರ ಸಡಿಲಗೊಳಿಸಿದರೆ ಜಾನುವಾರು ಸಂಪತ್ತಿಗೆ ಅಪಾಯ ಎದುರಾಗಲಿದೆ ಎಂದು ವಿವಿಧ ಸಂಘಟನೆಗಳು ಎಚ್ಚರಿಕೆ ನೀಡಿವೆ. ದೇಶದ ಕೃಷಿ ವ್ಯವಸ್ಥೆಯಲ್ಲಿ ಗೋವುಗಳ ಪಾತ್ರ ಮಹತ್ವದ್ದಾಗಿದ್ದು, ರೈತರ ಬದುಕಿನ ಆಧಾರವಾಗಿವೆ. ಸರ್ಕಾರ ತನ್ನ ನಿರ್ಧಾರವನ್ನು ಮರುಪರಿಶೀಲಿಸಬೇಕು. ಇಲ್ಲದಿದ್ದರೆ ರಾಜ್ಯಾದ್ಯಂತ ತೀವ್ರ ಹೋರಾಟ ನಡೆಸಲಾಗುವುದು ಎಂದು ಮುಖಂಡರು ತಿಳಿಸಿದ್ದಾರೆ. ಸಾರ್ವಜನಿಕರ ಭಾವನೆಗಳಿಗೆ ಧಕ್ಕೆ ತರುವ ಯಾವುದೇ ಕ್ರಮ ಕೈಗೊಳ್ಳಬಾರದು. <box>14 601 199 673</box>
section-divider <box>14 1072 458 1073</box>
raitha-body <box>208 612 330 798</box>
brief-divider <box>14 864 198 865</box>
header-date: 18 ಡಿಸೆಂಬರ್ 2025 <box>22 51 99 62</box>
dadar-body <box>688 808 936 966</box>
brief-title: ಜಿಲ್ಲಾಡಳಿತ ಭವನದಲ್ಲಿನ ಗಂಧದ ಮರ ಕಳವು <box>27 148 185 179</box>
name-change-notice <box>476 970 586 1110</box>
nodavara-body <box>208 910 328 1068</box>
header-date-block <box>12 38 142 75</box>
brief-item <box>14 148 198 291</box>
notice-body: I, DIVYA MANJUNATH AMBIG (Old Name) R/o. Majali Karwar 581345, have changed my name as SANJANA SANJAY JUVATHKAR (New Name) henceforth I will be called and recognized by new name for all future purposes, dated: 17/12/2025. <box>828 984 932 1089</box>
raitha-story <box>208 496 458 798</box>
lead-body-2: ಸಹಕಾರಿ ಸಂಘಗಳು ಕಾಯ್ದೆ ಪ್ರಕಾರ ಕೆಲಸ ನಿರ್ವಹಿಸಬೇಕು. ನೀರಿನ ಮಿತ ಬಳಕೆ ಹಾಗೂ ಹನಿ ನೀರಾವರಿ ಪದ್ಧತಿ ಅಳವಡಿಸಿಕೊಳ್ಳುವಂತೆ ರೈತರಿಗೆ ಮಾರ್ಗದರ್ಶನ ನೀಡಬೇಕು ಎಂದು ತಿಳಿಸಿದರು. ವಾಲ್ಮಿ ನಿರ್ದೇಶಕ ಡಾ. ಗಿರೀಶ ಮರಡ್ಡಿ ಮಾತನಾಡಿ, ಸಂಸ್ಥೆಯು ರೈತರು ಹಾಗೂ ಅಧಿಕಾರಿಗಳಿಗೆ ನಿರಂತರವಾಗಿ ತರಬೇತಿ ನೀಡುತ್ತಿದೆ. ಜಲ ಸಂರಕ್ಷಣೆಯ ಕುರಿತು ಜಾಗೃತಿ ಮೂಡಿಸುವ ಕಾರ್ಯ ನಡೆಯುತ್ತಿದೆ ಎಂದರು. ಕಾರ್ಯಕ್ರಮದಲ್ಲಿ ಜಲ್ಲಾಧಿಕಾರಿ ದಿವ್ಯ ಪ್ರಭು, ಎಸ್.ಪಿ ಭೀಮಶೇನ ಹಾಗೂ ವಿವಿಧ ಇಲಾಖೆಯ ಅಧಿಕಾರಿಗಳು, ರಾಜ್ಯದ ವಿವಿಧ ಜಿಲ್ಲೆಗಳ ಜಲ ಸಂಘಗಳ ಸದಸ್ಯರು ಭಾಗವಹಿಸಿದ್ದರು. <box>514 320 664 423</box>
talavar-headline: ತಳವಾರ ಸಮುದಾಯಕ್ಕೆ ಪರಿಶಿಷ್ಟ ಪಂಗಡದ ಜಾತಿ ಪ್ರಮಾಣಪತ್ರ ನೀಡಿ <box>24 1077 209 1108</box>
brief-body <box>14 601 198 861</box>
registration-marks <box>340 1442 386 1448</box>
notice-body: I, MALLIKARJUNAGOUDA PATIL (Old Name) Resident of At Post: Varur, Tq: Hubli, Dist: Dharwad - 581207, Karnataka, India, have changed my name as MALLIKARJUNGOUDA CHANNABASANAGOUDA PATIL (New Name) henceforth I will be called and recognized by new name for all future purposes, dated: <box>597 984 697 1110</box>
portal-body: 2023ರಲ್ಲಿ 1930 ಪೋರ್ಟಲ್ ಮೂಲಕ 1029 ಪ್ರಕರಣ 6.16 ಕೋಟಿ ವಂಚನೆ, ಅದರಲ್ಲಿ 17.16 ಲಕ್ಷ ಹಣ ವಾಪಸ್. 2024ರಲ್ಲಿ 1592 ಪ್ರಕರಣ, 18.87 ಕೋಟಿ ವಂಚನೆ, 2025ರಲ್ಲಿ 2275 ಪ್ರಕರಣಗಳಲ್ಲಿ 21.86 ಕೋಟಿ ವಂಚನೆ, ಅದರಲ್ಲಿ 2.73 ಕೋಟಿ ಹಣ ನೊಂದವರ ಖಾತೆಗೆ ಜಮೆ ಮಾಡಲಾಗಿದೆ. <box>335 941 443 1025</box>
univ-body-2: ಕುಲಪತಿಯವರು 50 ರಿಂದ 80 ಕೋಟಿ ರೂಪಾಯಿವರೆಗೆ ಅನುದಾನ ಬಿಡುಗಡೆ ಮಾಡುವಂತೆ ಸರ್ಕಾರಕ್ಕೆ ಪ್ರಸ್ತಾವನೆ ಸಲ್ಲಿಸಲಾಗಿದೆ. ಮುಖ್ಯಮಂತ್ರಿಗಳು ಹಾಗೂ ಕಾನೂನು ಸಚಿವರು ಸಕಾರಾತ್ಮಕವಾಗಿ ಸ್ಪಂದಿಸಿದ್ದಾರೆ. ವಿಶ್ವವಿದ್ಯಾಲಯದ ಸಂಶೋಧನಾ ಕೇಂದ್ರವನ್ನು ಬಲಪಡಿಸಲಾಗುವುದು ಎಂದು ಹೇಳಿದರು. ಕಾರ್ಯಕ್ರಮದಲ್ಲಿ ಕುಲಸಚಿವರಾದ ಡಾ. ಗೀತಾ ಕೌಲಗಿ, ಮೌಲ್ಯಮಾಪನ ಕುಲಸಚಿವರಾದ ಡಾ. ರತ್ನಾ ಭರಮಗೌಡರ, ಸಿಂಡಿಕೇಟ್ ಸದಸ್ಯರು ಹಾಗೂ ವಿವಿಧ ವಿಭಾಗಗಳ ಮುಖ್ಯಸ್ಥರು ಉಪಸ್ಥಿತರಿದ್ದರು. <box>806 148 936 251</box>
notice-body: I, SHIDDHALINGESH KOTI (Old Name) Resident of No: 135, Venkateshwar Nagar Last Bus Stop, Gokul Road, Hubli - 580024, have changed my name as SIDDHALINGESH VEERESH KOTI (New Name) henceforth I will be called and recognized by new name for all future purposes, dated: 17/12/2025. <box>828 1276 932 1391</box>
brand-tagline: ವಸ್ತುನಿಷ್ಠ ಸುದ್ದಿ <box>806 61 840 69</box>
jeevanta-headline: ಜೀವಂತ ವ್ಯಕ್ತಿಗೆ ಮರಣ ಪ್ರಮಾಣಪತ್ರ! <box>733 498 891 513</box>
kirusuddi-column <box>14 96 198 1068</box>
jeevanta-story <box>688 496 936 762</box>
brief-dateline: ■ ಬೆಂಗಳೂರು: <box>14 601 68 610</box>
premier-text: ಹುಬ್ಬಳ್ಳಿ ಕ್ರಿಕೆಟ್ ಕ್ಲಬ್ ವತಿಯಿಂದ ಇಲ್ಲಿನ ರಾಜನಗರದ ಕೆಎಸ್‌ಸಿಎ ಮೈದಾನದಲ್ಲಿ ಜನವರಿ 11ರಿಂದ 18ರವರೆಗೆ ಹುಬ್ಬಳ್ಳಿ-ಧಾರವಾಡ ಪ್ರೀಮಿಯರ್ ಲೀಗ್ ಕ್ರಿಕೆಟ್ ಪಂದ್ಯಾವಳಿ ಆಯೋಜಿಸಲಾಗಿದೆ ಎಂದು ಕ್ಲಬ್ ಅಧ್ಯಕ್ಷರು ತಿಳಿಸಿದರು. ನಗರದಲ್ಲಿ ಸುದ್ದಿಗೋಷ್ಠಿಯಲ್ಲಿ ಮಾತನಾಡಿದ ಅವರು, ಪಂದ್ಯಾವಳಿಯಲ್ಲಿ ಒಟ್ಟು 8 ತಂಡಗಳು ಭಾಗವಹಿಸಲಿದ್ದು, 30 ಕ್ಕೂ ಹೆಚ್ಚು ಪಂದ್ಯಗಳು ನಡೆಯಲಿವೆ. ಸ್ಥಳೀಯ ಪ್ರತಿಭೆಗಳಿಗೆ ವೇದಿಕೆ ಕಲ್ಪಿಸುವುದು ಲೀಗ್‌ನ ಮುಖ್ಯ ಉದ್ದೇಶವಾಗಿದೆ. ಆಟಗಾರರ ಹರಾಜು ಪ್ರಕ್ರಿಯೆ ಮುಂದಿನ ವಾರ ನಡೆಯಲಿದೆ. ವಿಜೇತ ತಂಡಕ್ಕೆ ಆಕರ್ಷಕ ಟ್ರೋಫಿ ಹಾಗೂ ನಗದು ಬಹುಮಾನ ನೀಡಲಾಗುವುದು. ಪಂದ್ಯಗಳ ನೇರ ಪ್ರಸಾರಕ್ಕೆ ವ್ಯವಸ್ಥೆ ಮಾಡಲಾಗಿದೆ. ಕ್ರೀಡಾಭಿಮಾನಿಗಳು ಹೆಚ್ಚಿನ ಸಂಖ್ಯೆಯಲ್ಲಿ ಭಾಗವಹಿಸಿ ಪ್ರೋತ್ಸಾಹಿಸಬೇಕು ಎಂದು ಮನವಿ ಮಾಡಿದರು. <box>250 1117 462 1210</box>
dateline-marker <box>12 38 18 64</box>
notice-title: CHANGE OF NAME <box>825 1263 935 1274</box>
notice-body: I, RAHMANSAB KYALKOND KAMAL DIWAN (Old Name) Resident of 342 Abdul Rahmansab Kyalkonda Kamal Bagadi Oni Savanur 581118 (address), have changed my name as KAMAL DIWAN KYALKONDA (New Name) henceforth I will be called and recognized by new name for all future purposes, dated: 17/12/2025. <box>828 1130 932 1256</box>
premier-body <box>250 1117 462 1431</box>
nodavara-dateline: ■ ಕಲಬುರಗಿ: <box>208 910 248 919</box>
brief-divider <box>14 474 198 475</box>
brief-item <box>14 298 198 471</box>
kirusuddi-banner <box>14 96 198 144</box>
